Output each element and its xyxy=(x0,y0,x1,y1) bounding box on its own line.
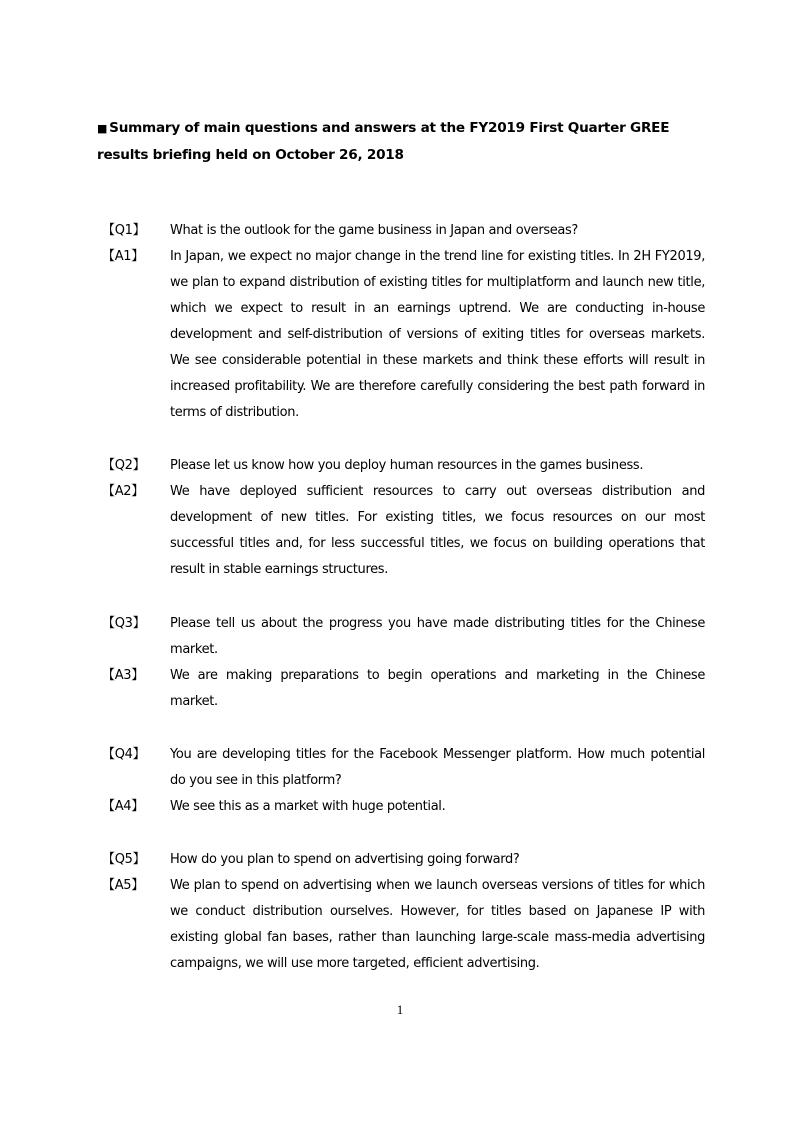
answer-row xyxy=(0,663,800,715)
question-text: You are developing titles for the Facebook Messenger platform. How much potential do you see in this platform? xyxy=(170,747,705,788)
answer-text: We have deployed sufficient resources to carry out overseas distribution and development of new titles. For existing titles, we focus resources on our most successful titles and, for less successful titles, we focus on building operations that result in stable earnings structures. xyxy=(170,484,705,577)
question-row xyxy=(0,742,800,794)
answer-text: We plan to spend on advertising when we launch overseas versions of titles for which we conduct distribution ourselves. However, for titles based on Japanese IP with existing global fan bases, rather than launching large-scale mass-media advertising campaigns, we will use more targeted, efficient advertising. xyxy=(170,878,705,971)
qa-block-4 xyxy=(0,742,800,820)
question-label: 【Q2】 xyxy=(102,458,146,473)
page-number: 1 xyxy=(396,1002,404,1017)
qa-block-5 xyxy=(0,847,800,977)
document-title xyxy=(97,115,717,168)
answer-row xyxy=(0,244,800,426)
question-label: 【Q4】 xyxy=(102,747,146,762)
qa-block-3 xyxy=(0,611,800,715)
answer-text: In Japan, we expect no major change in the trend line for existing titles. In 2H FY2019, we plan to expand distribution of existing titles for multiplatform and launch new title, which we expect to result in an earnings uptrend. We are conducting in-house development and self-distribution of versions of exiting titles for overseas markets. We see considerable potential in these markets and think these efforts will result in increased profitability. We are therefore carefully considering the best path forward in terms of distribution. xyxy=(170,249,705,420)
answer-label: 【A1】 xyxy=(102,249,144,264)
answer-label: 【A2】 xyxy=(102,484,144,499)
answer-text: We are making preparations to begin operations and marketing in the Chinese market. xyxy=(170,668,705,709)
answer-text: We see this as a market with huge potential. xyxy=(170,799,446,814)
question-text: What is the outlook for the game business in Japan and overseas? xyxy=(170,223,578,238)
question-row xyxy=(0,611,800,663)
answer-row xyxy=(0,479,800,583)
question-text: How do you plan to spend on advertising going forward? xyxy=(170,852,520,867)
question-text: Please tell us about the progress you have made distributing titles for the Chinese market. xyxy=(170,616,705,657)
question-label: 【Q1】 xyxy=(102,223,146,238)
answer-row xyxy=(0,873,800,977)
question-text: Please let us know how you deploy human resources in the games business. xyxy=(170,458,644,473)
answer-row xyxy=(0,794,800,820)
answer-label: 【A4】 xyxy=(102,799,144,814)
square-bullet-icon: ■ xyxy=(97,122,108,135)
answer-label: 【A3】 xyxy=(102,668,144,683)
qa-block-2 xyxy=(0,453,800,583)
qa-block-1 xyxy=(0,218,800,426)
question-row xyxy=(0,453,800,479)
question-label: 【Q5】 xyxy=(102,852,146,867)
title-text: Summary of main questions and answers at the FY2019 First Quarter GREE results briefing held on October 26, 2018 xyxy=(97,120,670,163)
answer-label: 【A5】 xyxy=(102,878,144,893)
question-row xyxy=(0,218,800,244)
question-label: 【Q3】 xyxy=(102,616,146,631)
question-row xyxy=(0,847,800,873)
